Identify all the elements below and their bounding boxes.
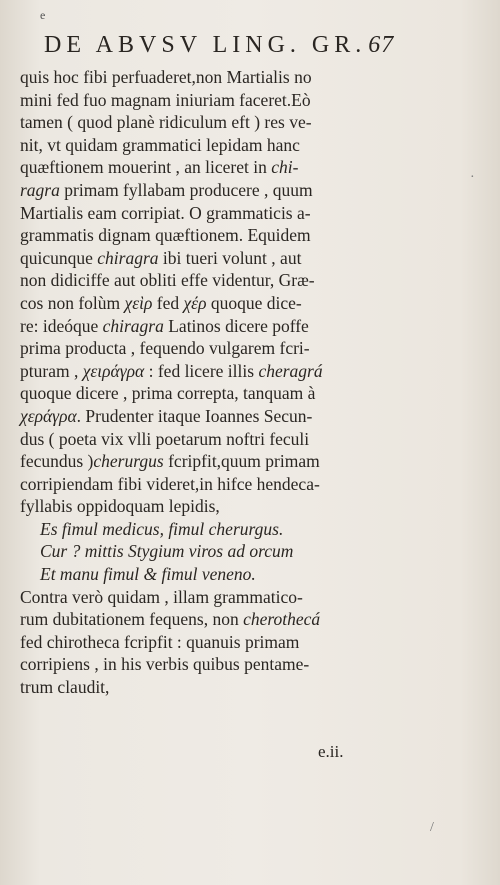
text-run: rum dubitationem fequens, non <box>20 609 244 630</box>
text-run: corripiens , in his verbis quibus pentame- <box>20 654 310 675</box>
text-line <box>20 631 380 654</box>
italic-term: chiragra <box>102 315 164 336</box>
page-number: 67 <box>368 32 395 58</box>
verse-line <box>20 540 380 563</box>
text-run: grammatis dignam quæftionem. Equidem <box>20 225 311 246</box>
italic-term: cherurgus <box>93 451 164 472</box>
italic-term: chi- <box>271 157 299 178</box>
text-run: ibi tueri volunt , aut <box>158 247 302 268</box>
text-line <box>20 586 380 609</box>
text-run: quæftionem mouerint , an liceret in <box>20 157 272 178</box>
text-line <box>20 676 380 699</box>
text-line <box>20 66 380 89</box>
italic-term: χεράγρα <box>20 405 77 426</box>
text-run: corripiendam fibi videret,in hifce hendeca- <box>20 473 320 494</box>
text-line <box>20 269 380 292</box>
text-line <box>20 608 380 631</box>
text-run: Cur ? mittis Stygium viros ad orcum <box>40 541 294 562</box>
text-run: : fed licere illis <box>144 360 259 381</box>
text-line <box>20 382 380 405</box>
margin-mark: / <box>430 820 434 835</box>
text-line <box>20 156 380 179</box>
text-run: Latinos dicere poffe <box>163 315 309 336</box>
text-run: quoque dice- <box>206 292 302 313</box>
text-line <box>20 405 380 428</box>
italic-term: cherothecá <box>243 609 321 630</box>
text-run: fed chirotheca fcripfit : quanuis primam <box>20 631 300 652</box>
text-run: re: ideóque <box>20 315 103 336</box>
text-run: quis hoc fibi perfuaderet,non Martialis no <box>20 67 312 87</box>
signature-mark: e.ii. <box>318 742 344 761</box>
verse-line <box>20 563 380 586</box>
text-run: pturam , <box>20 360 83 381</box>
text-line <box>20 360 380 383</box>
text-run: tamen ( quod planè ridiculum eft ) res ve- <box>20 112 312 133</box>
text-line <box>20 89 380 112</box>
italic-term: χειράγρα <box>82 360 145 381</box>
text-line <box>20 247 380 270</box>
text-run: Et manu fimul & fimul veneno. <box>40 564 256 585</box>
running-head <box>44 32 394 59</box>
text-line <box>20 495 380 518</box>
text-line <box>20 337 380 360</box>
text-line <box>20 224 380 247</box>
italic-term: chiragra <box>97 247 159 268</box>
text-run: fcripfit,quum primam <box>163 451 320 472</box>
text-line <box>20 473 380 496</box>
text-run: non didiciffe aut obliti effe videntur, Græ- <box>20 270 315 291</box>
margin-mark: · <box>470 170 475 185</box>
text-line <box>20 202 380 225</box>
text-run: fed <box>152 292 184 313</box>
text-line <box>20 653 380 676</box>
text-line <box>20 179 380 202</box>
text-run: mini fed fuo magnam iniuriam faceret.Eò <box>20 89 311 110</box>
text-run: trum claudit, <box>20 677 110 698</box>
text-run: quicunque <box>20 247 98 268</box>
body-text <box>20 66 380 699</box>
text-line <box>20 111 380 134</box>
text-run: quoque dicere , prima correpta, tanquam à <box>20 383 316 404</box>
text-line <box>20 450 380 473</box>
text-line <box>20 315 380 338</box>
text-line <box>20 428 380 451</box>
text-run: Es fimul medicus, fimul cherurgus. <box>40 518 284 539</box>
text-run: cos non folùm <box>20 292 125 313</box>
text-run: . Prudenter itaque Ioannes Secun- <box>76 405 313 426</box>
italic-term: ragra <box>20 179 60 200</box>
italic-term: χεὶρ <box>124 292 153 313</box>
verse-line <box>20 518 380 541</box>
text-run: Contra verò quidam , illam grammatico- <box>20 586 303 607</box>
text-line <box>20 292 380 315</box>
text-run: fyllabis oppidoquam lepidis, <box>20 496 220 517</box>
text-run: fecundus ) <box>20 451 94 472</box>
text-run: dus ( poeta vix vlli poetarum noftri feculi <box>20 428 310 449</box>
text-run: nit, vt quidam grammatici lepidam hanc <box>20 134 300 155</box>
running-title: DE ABVSV LING. GR. <box>44 32 367 58</box>
folio-mark: e <box>40 8 46 22</box>
text-line <box>20 134 380 157</box>
text-run: Martialis eam corripiat. O grammaticis a- <box>20 202 311 223</box>
italic-term: χέρ <box>183 292 207 313</box>
text-run: primam fyllabam producere , quum <box>59 179 313 200</box>
italic-term: cheragrá <box>258 360 323 381</box>
text-run: prima producta , fequendo vulgarem fcri- <box>20 338 310 359</box>
